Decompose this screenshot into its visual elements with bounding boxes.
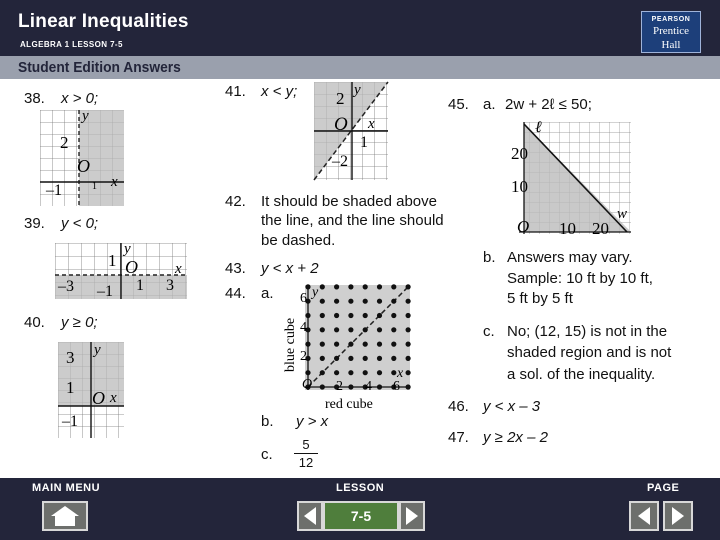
page-title: Linear Inequalities [18,11,189,32]
lattice-point [406,313,411,318]
graph-38-tick-x-pos: 1 [92,181,97,192]
lattice-point [363,327,368,332]
problem-39-number: 39. [24,215,45,232]
graph-38-y-label: y [82,108,89,124]
lattice-point [305,284,310,289]
lattice-point [348,370,353,375]
graph-44-tick-y-2: 2 [300,349,307,364]
graph-41-tick-y2: 2 [336,89,345,108]
triangle-right-icon [401,503,423,529]
graph-41-x-label: x [368,116,375,132]
problem-45-b-line2: Sample: 10 ft by 10 ft, [507,270,653,287]
lattice-point [320,370,325,375]
lattice-point [406,342,411,347]
lattice-point [363,299,368,304]
lattice-point [363,342,368,347]
graph-39 [55,240,190,302]
lattice-point [334,356,339,361]
problem-45-c-line1: No; (12, 15) is not in the [507,323,668,340]
lattice-point [348,342,353,347]
lesson-number-button[interactable]: 7-5 [323,501,399,531]
problem-45-part-c: c. [483,323,495,340]
graph-44 [280,282,412,412]
lattice-point [363,284,368,289]
graph-38-x-label: x [111,174,118,190]
graph-40-tick-y3: 3 [66,348,75,367]
problem-40-number: 40. [24,314,45,331]
main-menu-label: MAIN MENU [32,482,101,494]
graph-38-tick-y: 2 [60,133,69,152]
lattice-point [391,313,396,318]
lattice-point [348,299,353,304]
graph-45-x-label: w [617,206,628,222]
logo-text-top: PEARSON [651,16,691,23]
lesson-label: LESSON [336,482,385,494]
page-label: PAGE [647,482,680,494]
lattice-point [320,384,325,389]
lattice-point [391,370,396,375]
logo-text-line2: Prentice [652,25,690,37]
problem-43-number: 43. [225,260,246,277]
graph-45-origin: O [517,217,530,236]
publisher-logo [641,11,701,53]
graph-44-tick-y-6: 6 [300,291,307,306]
problem-45-part-b: b. [483,249,496,266]
lattice-point [334,342,339,347]
problem-44-number: 44. [225,285,246,302]
problem-42-line3: be dashed. [261,232,336,249]
graph-40 [58,340,126,440]
problem-47-number: 47. [448,429,469,446]
lattice-point [320,327,325,332]
lattice-point [320,342,325,347]
problem-44-part-c: c. [261,446,273,463]
graph-39-tick-x-neg1: –1 [97,283,113,300]
fraction-bar [294,453,318,454]
lattice-point [334,313,339,318]
lattice-point [363,370,368,375]
lattice-point [334,370,339,375]
problem-42-line2: the line, and the line should [261,212,444,229]
graph-41 [314,80,390,182]
problem-41-number: 41. [225,83,246,100]
graph-45-tick-x10: 10 [559,219,576,238]
problem-45-part-a: a. [483,96,496,113]
problem-45-part-a-answer: 2w + 2ℓ ≤ 50; [505,96,592,113]
lattice-point [391,342,396,347]
lattice-point [391,327,396,332]
graph-45-tick-20: 20 [511,144,528,163]
lattice-point [377,370,382,375]
lattice-point [406,284,411,289]
lesson-next-button[interactable] [399,501,425,531]
lattice-point [348,313,353,318]
problem-38-number: 38. [24,90,45,107]
lattice-point [377,327,382,332]
fraction-numerator: 5 [302,437,310,452]
graph-41-tick-yneg2: –2 [332,153,348,170]
lattice-point [406,327,411,332]
home-icon [44,503,86,529]
lattice-point [320,356,325,361]
graph-39-x-label: x [175,261,182,277]
graph-39-tick-x-1: 1 [136,277,144,294]
problem-41-answer: x < y; [261,83,298,100]
lattice-point [406,299,411,304]
graph-40-x-label: x [110,390,117,406]
lattice-point [320,299,325,304]
lattice-point [377,384,382,389]
lattice-point [377,299,382,304]
graph-38-origin: O [77,156,90,176]
lattice-point [377,284,382,289]
graph-45-y-label: ℓ [535,119,542,136]
problem-44-part-a: a. [261,285,274,302]
graph-44-axis-label-y: blue cube [283,317,298,372]
section-label: Student Edition Answers [18,59,181,76]
graph-41-y-label: y [354,82,361,98]
graph-40-tick-y1: 1 [66,378,75,397]
problem-43-answer: y < x + 2 [261,260,319,277]
graph-39-tick-y: 1 [108,251,117,270]
lattice-point [320,284,325,289]
lattice-point [406,384,411,389]
page-next-button[interactable] [663,501,693,531]
lesson-prev-button[interactable] [297,501,323,531]
graph-44-tick-y-4: 4 [300,320,307,335]
problem-45-b-line3: 5 ft by 5 ft [507,290,573,307]
triangle-left-icon [631,503,657,529]
lattice-point [406,370,411,375]
graph-39-tick-x-3: 3 [166,277,174,294]
lattice-point [348,284,353,289]
graph-44-axis-label-x: red cube [325,397,373,412]
lattice-point [334,327,339,332]
problem-44-fraction [294,437,318,470]
lattice-point [305,313,310,318]
graph-44-x-label: x [397,366,404,381]
graph-39-y-label: y [124,241,131,257]
home-button[interactable] [42,501,88,531]
graph-38-tick-x-neg: –1 [46,182,62,199]
triangle-left-icon [299,503,321,529]
lattice-point [391,356,396,361]
logo-text-line3: Hall [661,39,681,51]
lattice-point [334,284,339,289]
lattice-point [305,370,310,375]
lattice-point [377,313,382,318]
problem-45-number: 45. [448,96,469,113]
graph-44-tick-x-4: 4 [365,379,372,394]
graph-44-y-label: y [312,285,319,300]
lattice-point [348,327,353,332]
lattice-point [363,356,368,361]
lattice-point [348,356,353,361]
graph-39-tick-x-neg3: –3 [58,278,74,295]
graph-40-tick-yneg1: –1 [62,413,78,430]
lattice-point [305,342,310,347]
triangle-right-icon [665,503,691,529]
problem-45-b-line1: Answers may vary. [507,249,633,266]
graph-45-tick-x20: 20 [592,219,609,238]
problem-45-c-line3: a sol. of the inequality. [507,366,656,383]
problem-47-answer: y ≥ 2x – 2 [483,429,548,446]
graph-40-origin: O [92,388,105,408]
lattice-point [334,299,339,304]
graph-38 [40,106,126,208]
problem-44-part-b: b. [261,413,274,430]
lattice-point [348,384,353,389]
graph-44-origin: O [302,377,313,392]
problem-38-answer: x > 0; [61,90,99,107]
lattice-point [377,356,382,361]
lattice-point [391,284,396,289]
problem-46-answer: y < x – 3 [483,398,541,415]
graph-39-origin: O [125,257,138,277]
problem-42-number: 42. [225,193,246,210]
problem-39-answer: y < 0; [61,215,99,232]
lesson-subtitle: ALGEBRA 1 LESSON 7-5 [20,40,123,49]
problem-45-c-line2: shaded region and is not [507,344,672,361]
graph-41-origin: O [334,114,348,135]
lattice-point [363,313,368,318]
lattice-point [406,356,411,361]
lattice-point [391,299,396,304]
graph-41-tick-x1: 1 [360,134,368,151]
lattice-point [377,342,382,347]
problem-44-part-b-answer: y > x [296,413,329,430]
lattice-point [320,313,325,318]
problem-46-number: 46. [448,398,469,415]
graph-44-tick-x-2: 2 [336,379,343,394]
page-prev-button[interactable] [629,501,659,531]
problem-42-line1: It should be shaded above [261,193,437,210]
graph-44-tick-x-6: 6 [393,379,400,394]
graph-45-tick-10: 10 [511,177,528,196]
fraction-denominator: 12 [298,455,314,470]
problem-40-answer: y ≥ 0; [61,314,98,331]
graph-45 [507,118,637,242]
graph-40-y-label: y [94,342,101,358]
